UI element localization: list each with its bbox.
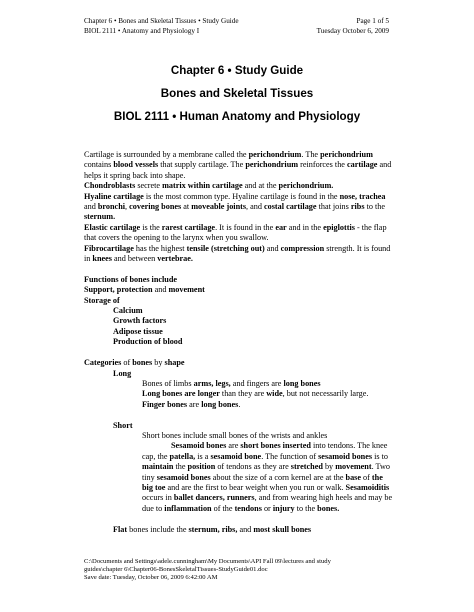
paragraph-hyaline: Hyaline cartilage is the most common type. Hyaline cartilage is found in the nose, trachea and bronchi, covering bones at moveable joints, and costal cartilage that joins ribs to the sternum. bbox=[84, 191, 386, 222]
page-footer bbox=[84, 558, 404, 583]
footer-path-line2: guides\chapter 6\Chapter06-BonesSkeletalTissues-StudyGuide01.doc bbox=[84, 566, 268, 574]
paragraph-perichondrium: Cartilage is surrounded by a membrane called the perichondrium. The perichondrium contains blood vessels that supply cartilage. The perichondrium reinforces the cartilage and helps it spring back into shape. bbox=[84, 150, 392, 180]
functions-storage: Storage of bbox=[84, 295, 120, 305]
storage-item: Production of blood bbox=[113, 337, 183, 347]
category-long-label: Long bbox=[113, 368, 132, 378]
paragraph-elastic: Elastic cartilage is the rarest cartilage. It is found in the ear and in the epiglottis - the flap that covers the opening to the larynx when you swallow. bbox=[84, 222, 387, 243]
page-header-right bbox=[317, 17, 389, 36]
course-title: BIOL 2111 • Human Anatomy and Physiology bbox=[113, 110, 361, 123]
document-body bbox=[84, 150, 394, 535]
categories-heading: Categories of bones by shape bbox=[84, 358, 185, 368]
paragraph-fibrocartilage: Fibrocartilage has the highest tensile (stretching out) and compression strength. It is found in knees and between vertebrae. bbox=[84, 243, 391, 264]
category-short-label: Short bbox=[113, 420, 133, 430]
long-bones-line: Finger bones are long bones. bbox=[142, 399, 241, 409]
header-course-chapter: Chapter 6 • Bones and Skeletal Tissues • Study Guide bbox=[84, 17, 239, 25]
document-subtitle: Bones and Skeletal Tissues bbox=[160, 87, 314, 100]
footer-save-date: Save date: Tuesday, October 06, 2009 6:42:00 AM bbox=[84, 574, 218, 582]
document-title: Chapter 6 • Study Guide bbox=[170, 64, 304, 77]
sesamoid-paragraph: Sesamoid bones are short bones inserted into tendons. The knee cap, the patella, is a sesamoid bone. The function of sesamoid bones is to maintain the position of tendons as they are stretched by movement. Two tiny sesamoid bones about the size of a corn kernel are at the base of the big toe and are the first to bear weight when you run or walk. Sesamoiditis occurs in ballet dancers, runners, and from wearing high heels and may be due to inflammation of the tendons or injury to the bones. bbox=[142, 441, 393, 513]
long-bones-line: Bones of limbs arms, legs, and fingers are long bones bbox=[142, 378, 321, 388]
long-bones-line: Long bones are longer than they are wide, but not necessarily large. bbox=[142, 389, 369, 399]
storage-item: Calcium bbox=[113, 306, 143, 316]
header-course-name: BIOL 2111 • Anatomy and Physiology I bbox=[84, 26, 200, 35]
functions-support: Support, protection and movement bbox=[84, 285, 205, 295]
storage-item: Growth factors bbox=[113, 316, 167, 326]
storage-item: Adipose tissue bbox=[113, 326, 163, 336]
flat-bones-line: Flat bones include the sternum, ribs, and most skull bones bbox=[113, 524, 312, 534]
header-page-number: Page 1 of 5 bbox=[356, 17, 389, 25]
footer-path-line1: C:\Documents and Settings\adele.cunningham\My Documents\API Fall 09\lectures and study bbox=[84, 558, 331, 565]
short-bones-line: Short bones include small bones of the wrists and ankles bbox=[142, 430, 328, 440]
header-date: Tuesday October 6, 2009 bbox=[316, 26, 389, 35]
paragraph-chondroblasts: Chondroblasts secrete matrix within cartilage and at the perichondrium. bbox=[84, 181, 334, 191]
functions-heading: Functions of bones include bbox=[84, 274, 178, 284]
title-block bbox=[0, 64, 474, 124]
page-header-left bbox=[84, 17, 239, 36]
